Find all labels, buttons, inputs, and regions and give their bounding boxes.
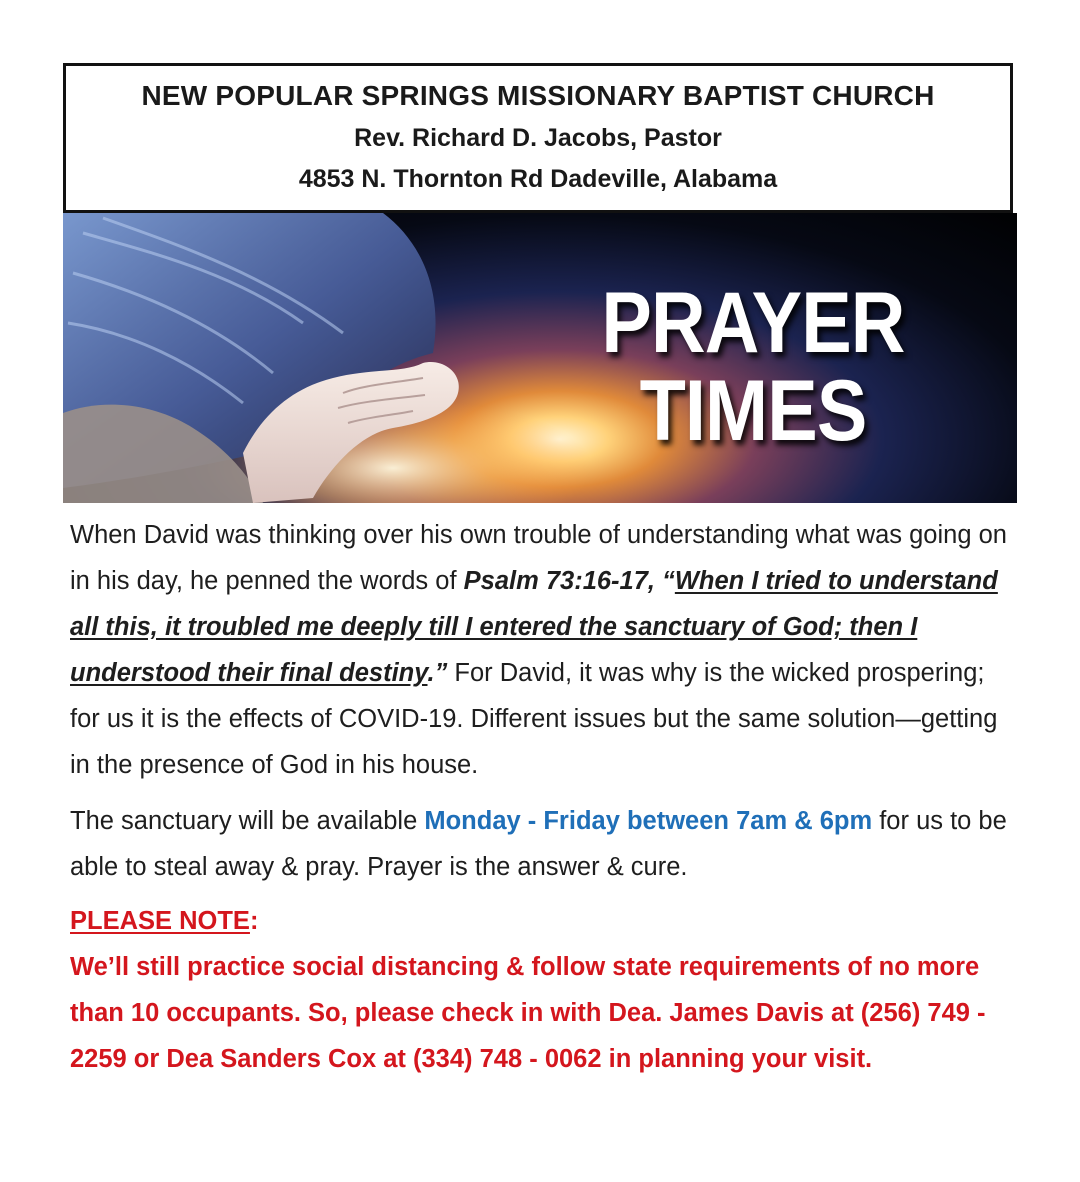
prayer-times-banner [63, 213, 1017, 503]
quote-open-mark: “ [662, 567, 675, 595]
scripture-reference: Psalm 73:16-17, [463, 567, 663, 595]
church-name: NEW POPULAR SPRINGS MISSIONARY BAPTIST CHURCH [141, 80, 935, 111]
hours-rest: for us to be able to steal away & pray. Prayer is the answer & cure. [70, 807, 1007, 881]
note-heading: PLEASE NOTE [70, 907, 250, 935]
quote-close-mark: .” [427, 659, 448, 687]
banner-title-line2: TIMES [639, 363, 867, 459]
note-colon: : [249, 907, 259, 935]
message-body [70, 512, 1015, 1082]
banner-title-line1: PRAYER [601, 275, 905, 371]
scripture-paragraph [70, 512, 1015, 788]
banner-title [559, 275, 946, 459]
hours-intro: The sanctuary will be available [70, 807, 425, 835]
church-header [63, 63, 1013, 213]
church-address: 4853 N. Thornton Rd Dadeville, Alabama [298, 165, 778, 193]
please-note-block [70, 898, 1015, 1082]
note-text: We’ll still practice social distancing & follow state requirements of no more than 10 occupants. So, please check in with Dea. James Davis at (256) 749 - 2259 or Dea Sanders Cox at (334) 748 - 0062 in planning your visit. [70, 953, 986, 1073]
pastor-name: Rev. Richard D. Jacobs, Pastor [354, 124, 722, 152]
sanctuary-hours: Monday - Friday between 7am & 6pm [424, 807, 873, 835]
paragraph-rest: For David, it was why is the wicked prospering; for us it is the effects of COVID-19. Different issues but the same solution—getting in the presence of God in his house. [70, 659, 998, 779]
paragraph-intro: When David was thinking over his own trouble of understanding what was going on in his day, he penned the words of [70, 521, 1007, 595]
sanctuary-hours-paragraph [70, 798, 1015, 890]
scripture-quote: When I tried to understand all this, it troubled me deeply till I entered the sanctuary of God; then I understood their final destiny [70, 567, 998, 687]
